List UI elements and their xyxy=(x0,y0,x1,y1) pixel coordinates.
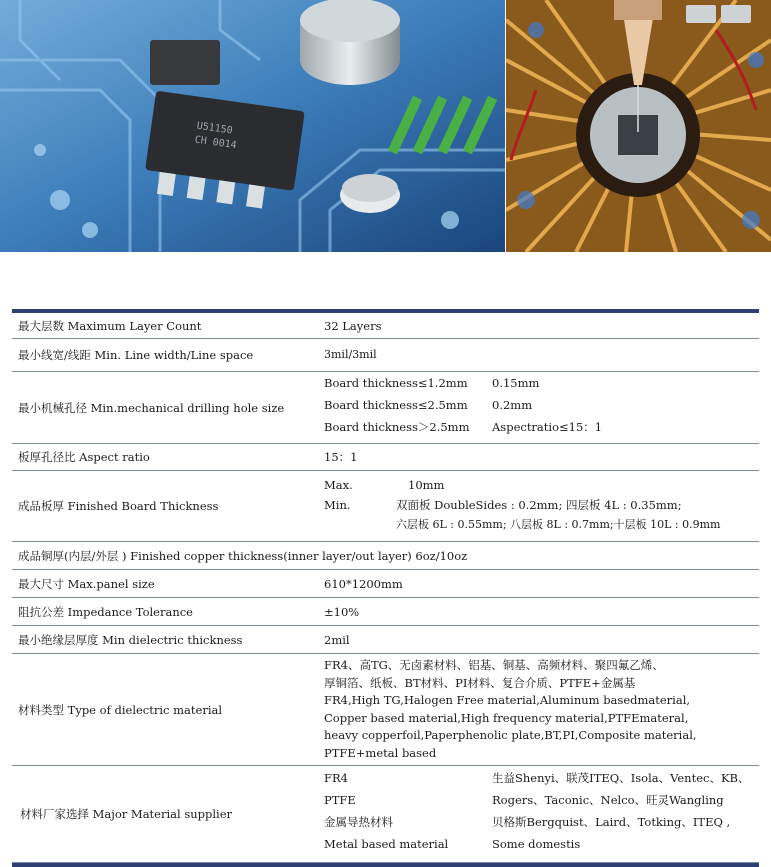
drill-cond-3: Board thickness＞2.5mm xyxy=(324,419,470,434)
table-row-dielectric-thickness xyxy=(12,626,759,654)
chip-marking-2: CH 0014 xyxy=(193,134,238,152)
drill-cond-2: Board thickness≤2.5mm xyxy=(324,397,468,412)
material-line-4: Copper based material,High frequency material,PTFEmateral, xyxy=(324,710,689,725)
material-line-3: FR4,High TG,Halogen Free material,Aluminum basedmaterial, xyxy=(324,693,691,707)
pcb-board-photo xyxy=(0,0,505,252)
drill-value-2: 0.2mm xyxy=(492,397,533,412)
row-label: 成品板厚 Finished Board Thickness xyxy=(18,499,219,513)
supplier-names-3: 贝格斯Bergquist、Laird、Totking、ITEQ , xyxy=(492,815,731,829)
row-value: 32 Layers xyxy=(324,318,382,333)
table-row-line-width xyxy=(12,339,759,372)
material-line-5: heavy copperfoil,Paperphenolic plate,BT,PI,Composite material, xyxy=(324,728,697,742)
drill-value-1: 0.15mm xyxy=(492,375,540,390)
supplier-category-4: Metal based material xyxy=(324,837,449,851)
chip-probe-photo xyxy=(506,0,771,252)
row-label: 最大尺寸 Max.panel size xyxy=(18,576,155,591)
table-row-drill-hole xyxy=(12,372,759,444)
row-label: 阻抗公差 Impedance Tolerance xyxy=(18,604,193,619)
thickness-min-value-2: 六层板 6L : 0.55mm; 八层板 8L : 0.7mm;十层板 10L : 0.9mm xyxy=(396,518,721,531)
row-label: 材料类型 Type of dielectric material xyxy=(18,702,223,717)
row-value: ±10% xyxy=(324,604,360,619)
row-label: 材料厂家选择 Major Material supplier xyxy=(20,807,233,821)
supplier-category-1: FR4 xyxy=(324,771,348,785)
table-row-impedance xyxy=(12,598,759,626)
material-line-2: 厚铜箔、纸板、BT材料、PI材料、复合介质、PTFE+金属基 xyxy=(324,675,636,690)
row-label: 最大层数 Maximum Layer Count xyxy=(18,318,202,333)
supplier-category-2: PTFE xyxy=(324,793,356,807)
thickness-min-key: Min. xyxy=(324,498,351,512)
supplier-names-1: 生益Shenyi、联茂ITEQ、Isola、Ventec、KB、 xyxy=(492,771,750,785)
chip-marking-1: U51150 xyxy=(195,120,234,137)
table-row-aspect-ratio xyxy=(12,444,759,471)
supplier-names-4: Some domestis xyxy=(492,837,581,851)
table-row-board-thickness xyxy=(12,471,759,542)
row-label: 成品铜厚(内层/外层 ) Finished copper thickness(inner layer/out layer) 6oz/10oz xyxy=(18,548,468,563)
thickness-min-value-1: 双面板 DoubleSides : 0.2mm; 四层板 4L : 0.35mm; xyxy=(396,498,682,512)
table-row-copper-thickness xyxy=(12,542,759,570)
supplier-names-2: Rogers、Taconic、Nelco、旺灵Wangling xyxy=(492,793,724,807)
table-row-material-supplier xyxy=(12,766,759,863)
supplier-category-3: 金属导热材料 xyxy=(324,815,393,829)
row-label: 最小线宽/线距 Min. Line width/Line space xyxy=(18,348,254,362)
row-value: 2mil xyxy=(324,632,350,647)
table-row-panel-size xyxy=(12,570,759,598)
header-photos xyxy=(0,0,771,252)
row-label: 最小机械孔径 Min.mechanical drilling hole size xyxy=(18,400,285,415)
row-value: 3mil/3mil xyxy=(324,348,377,361)
row-value: 610*1200mm xyxy=(324,576,403,591)
table-row-layer-count xyxy=(12,313,759,339)
row-value: 15：1 xyxy=(324,450,358,464)
material-line-1: FR4、高TG、无卤素材料、铝基、铜基、高频材料、聚四氟乙烯、 xyxy=(324,658,664,672)
thickness-max-key: Max. xyxy=(324,478,353,492)
material-line-6: PTFE+metal based xyxy=(324,745,437,760)
row-label: 板厚孔径比 Aspect ratio xyxy=(18,450,150,464)
spec-table xyxy=(12,309,759,867)
thickness-max-value: 10mm xyxy=(408,478,445,492)
drill-cond-1: Board thickness≤1.2mm xyxy=(324,375,468,390)
table-row-dielectric-material xyxy=(12,654,759,766)
row-label: 最小绝缘层厚度 Min dielectric thickness xyxy=(18,632,243,647)
drill-value-3: Aspectratio≤15：1 xyxy=(492,419,603,434)
